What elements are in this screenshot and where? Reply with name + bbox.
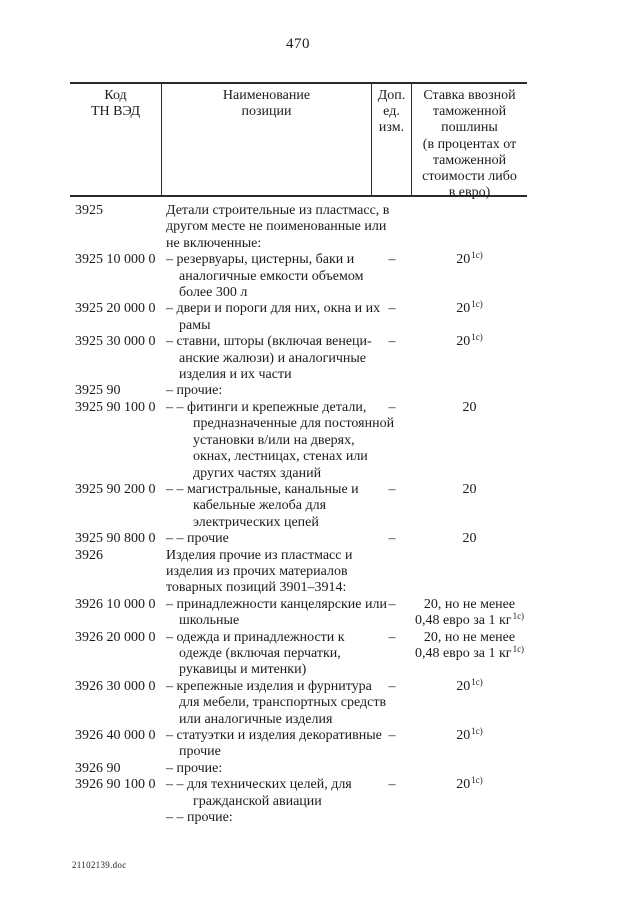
rate-cell <box>412 597 527 630</box>
code-cell: 3926 10 000 0 <box>75 596 156 612</box>
unit-cell: – <box>388 301 396 317</box>
unit-cell: – <box>388 531 396 547</box>
name-line: – одежда и принадлежности к <box>166 629 345 645</box>
name-line: – – прочие <box>166 531 229 547</box>
table-row <box>70 728 527 761</box>
name-line: – резервуары, цистерны, баки и <box>166 252 355 268</box>
header-line: Код <box>104 88 127 103</box>
header-line: пошлины <box>441 120 498 136</box>
table-row <box>70 252 527 301</box>
table-row <box>70 597 527 630</box>
footnote-marker: 1с) <box>471 332 483 343</box>
unit-cell: – <box>388 728 396 743</box>
rate-cell <box>412 676 527 695</box>
name-line: анские жалюзи) и аналогичные <box>179 350 366 366</box>
name-line: установки в/или на дверях, <box>193 432 355 448</box>
name-line: электрических цепей <box>193 514 319 530</box>
header-line: таможенной <box>432 104 507 120</box>
name-cell <box>162 728 382 761</box>
table-body <box>70 197 527 826</box>
header-line: ед. <box>383 104 400 120</box>
name-cell <box>162 334 372 383</box>
rate-line: 20$^{1с)}$ <box>456 676 483 694</box>
rate-line: 20$^{1с)}$ <box>456 299 483 317</box>
table-row <box>70 761 527 777</box>
rate-line: 20$^{1с)}$ <box>456 250 483 268</box>
name-cell <box>162 810 372 826</box>
table-row <box>70 548 527 597</box>
name-cell <box>162 777 372 810</box>
name-line: рамы <box>179 317 211 333</box>
unit-cell: – <box>388 399 396 415</box>
name-line: других частях зданий <box>193 465 322 481</box>
unit-cell: – <box>388 629 396 645</box>
rate-line: 20, но не менее <box>423 629 516 645</box>
code-cell: 3925 20 000 0 <box>75 301 156 317</box>
code-cell: 3926 90 <box>75 760 121 776</box>
name-line: – – магистральные, канальные и <box>166 481 359 497</box>
name-cell <box>162 678 387 728</box>
name-line: или аналогичные изделия <box>179 711 333 727</box>
name-line: – принадлежности канцелярские или <box>166 596 387 612</box>
code-cell: 3926 30 000 0 <box>75 678 156 694</box>
name-cell <box>162 548 372 597</box>
footnote-marker: 1с) <box>471 299 483 310</box>
name-cell <box>162 596 387 630</box>
rate-cell <box>412 482 527 498</box>
code-cell: 3925 10 000 0 <box>75 252 156 268</box>
header-cell-unit <box>372 84 412 195</box>
name-line: Детали строительные из пластмасс, в <box>166 203 390 218</box>
header-line: ТН ВЭД <box>90 104 141 120</box>
code-cell: 3926 <box>75 547 103 563</box>
name-line: окнах, лестницах, стенах или <box>193 449 368 465</box>
rate-cell <box>412 301 527 317</box>
table-row <box>70 676 527 728</box>
name-line: – прочие: <box>166 383 223 399</box>
table-row <box>70 383 527 399</box>
name-line: – ставни, шторы (включая венеци- <box>166 334 372 350</box>
rate-line: 20$^{1с)}$ <box>456 726 483 743</box>
code-cell: 3925 90 100 0 <box>75 399 156 415</box>
table-row <box>70 531 527 547</box>
header-line: Ставка ввозной <box>423 88 516 103</box>
rate-cell <box>412 728 527 744</box>
name-line: – двери и пороги для них, окна и их <box>166 301 381 317</box>
header-line: в евро) <box>448 185 491 201</box>
unit-cell: – <box>388 334 396 350</box>
rate-line: 20$^{1с)}$ <box>456 332 483 350</box>
rate-cell <box>412 400 527 416</box>
unit-cell: – <box>388 252 396 268</box>
name-line: – – прочие: <box>166 810 233 826</box>
footnote-marker: 1с) <box>471 250 483 261</box>
name-cell <box>162 203 390 252</box>
code-cell: 3925 90 200 0 <box>75 481 156 497</box>
code-cell: 3925 30 000 0 <box>75 334 156 350</box>
name-cell <box>162 531 372 547</box>
table-row <box>70 810 527 826</box>
code-cell: 3926 20 000 0 <box>75 629 156 645</box>
name-cell <box>162 252 372 301</box>
page-number: 470 <box>286 36 310 52</box>
table-header-row <box>70 82 527 201</box>
name-line: изделия из прочих материалов <box>166 563 348 579</box>
header-line: стоимости либо <box>422 169 517 185</box>
rate-cell <box>412 777 527 793</box>
name-line: школьные <box>179 613 240 629</box>
table-row <box>70 203 527 252</box>
header-line: изм. <box>378 120 405 136</box>
footnote-marker: 1с) <box>512 643 525 654</box>
name-line: – статуэтки и изделия декоративные <box>166 728 382 743</box>
name-line: более 300 л <box>179 285 248 301</box>
code-cell: 3926 90 100 0 <box>75 777 156 793</box>
name-line: – крепежные изделия и фурнитура <box>166 678 372 694</box>
header-line: таможенной <box>432 152 507 168</box>
header-cell-name <box>162 84 372 195</box>
table-row <box>70 777 527 810</box>
name-cell <box>162 761 372 777</box>
name-line: товарных позиций 3901–3914: <box>166 580 347 596</box>
header-cell-rate <box>412 84 527 201</box>
rate-cell <box>412 334 527 350</box>
rate-cell <box>412 630 527 663</box>
name-line: рукавицы и митенки) <box>179 662 307 678</box>
name-cell <box>162 482 372 531</box>
name-cell <box>162 383 372 399</box>
header-cell-code <box>70 84 162 195</box>
table-row <box>70 334 527 383</box>
footnote-marker: 1с) <box>512 611 525 622</box>
name-line: изделия и их части <box>179 367 292 383</box>
name-line: кабельные желоба для <box>193 498 327 514</box>
rate-cell <box>412 252 527 268</box>
footnote-marker: 1с) <box>471 676 483 687</box>
rate-line: 20 <box>462 481 477 497</box>
header-line: (в процентах от <box>422 136 517 152</box>
unit-cell: – <box>388 678 396 694</box>
name-line: для мебели, транспортных средств <box>179 695 387 711</box>
header-line: позиции <box>241 104 292 120</box>
rate-line: 20 <box>462 531 477 547</box>
rate-line: 20$^{1с)}$ <box>456 775 483 793</box>
document-filename: 21102139.doc <box>72 860 127 870</box>
unit-cell: – <box>388 596 396 612</box>
name-line: прочие <box>179 744 221 760</box>
table-row <box>70 301 527 334</box>
name-cell <box>162 630 372 679</box>
name-line: предназначенные для постоянной <box>193 416 395 432</box>
footnote-marker: 1с) <box>471 726 483 736</box>
name-line: – прочие: <box>166 760 223 776</box>
name-line: другом месте не поименованные или <box>166 219 387 235</box>
table-row <box>70 482 527 531</box>
rate-line: 20 <box>462 399 477 415</box>
table-row <box>70 630 527 679</box>
name-line: – – для технических целей, для <box>166 777 352 793</box>
rate-cell <box>412 531 527 547</box>
unit-cell: – <box>388 481 396 497</box>
header-line: Наименование <box>222 88 311 103</box>
name-line: Изделия прочие из пластмасс и <box>166 547 353 563</box>
rate-line: 0,48 евро за 1 кг$^{1с)}$ <box>414 643 525 661</box>
name-line: не включенные: <box>166 235 262 251</box>
header-line: Доп. <box>377 88 406 103</box>
name-cell <box>162 399 395 482</box>
tariff-table <box>70 82 527 826</box>
footnote-marker: 1с) <box>471 775 483 786</box>
name-line: гражданской авиации <box>193 793 322 809</box>
table-row <box>70 400 527 482</box>
name-cell <box>162 301 381 334</box>
code-cell: 3926 40 000 0 <box>75 728 156 743</box>
rate-line: 0,48 евро за 1 кг$^{1с)}$ <box>414 611 525 629</box>
rate-line: 20, но не менее <box>423 596 516 612</box>
code-cell: 3925 90 <box>75 383 121 399</box>
name-line: одежде (включая перчатки, <box>179 645 341 661</box>
code-cell: 3925 90 800 0 <box>75 531 156 547</box>
unit-cell: – <box>388 777 396 793</box>
name-line: – – фитинги и крепежные детали, <box>166 399 367 415</box>
code-cell: 3925 <box>75 203 103 218</box>
name-line: аналогичные емкости объемом <box>179 268 364 284</box>
